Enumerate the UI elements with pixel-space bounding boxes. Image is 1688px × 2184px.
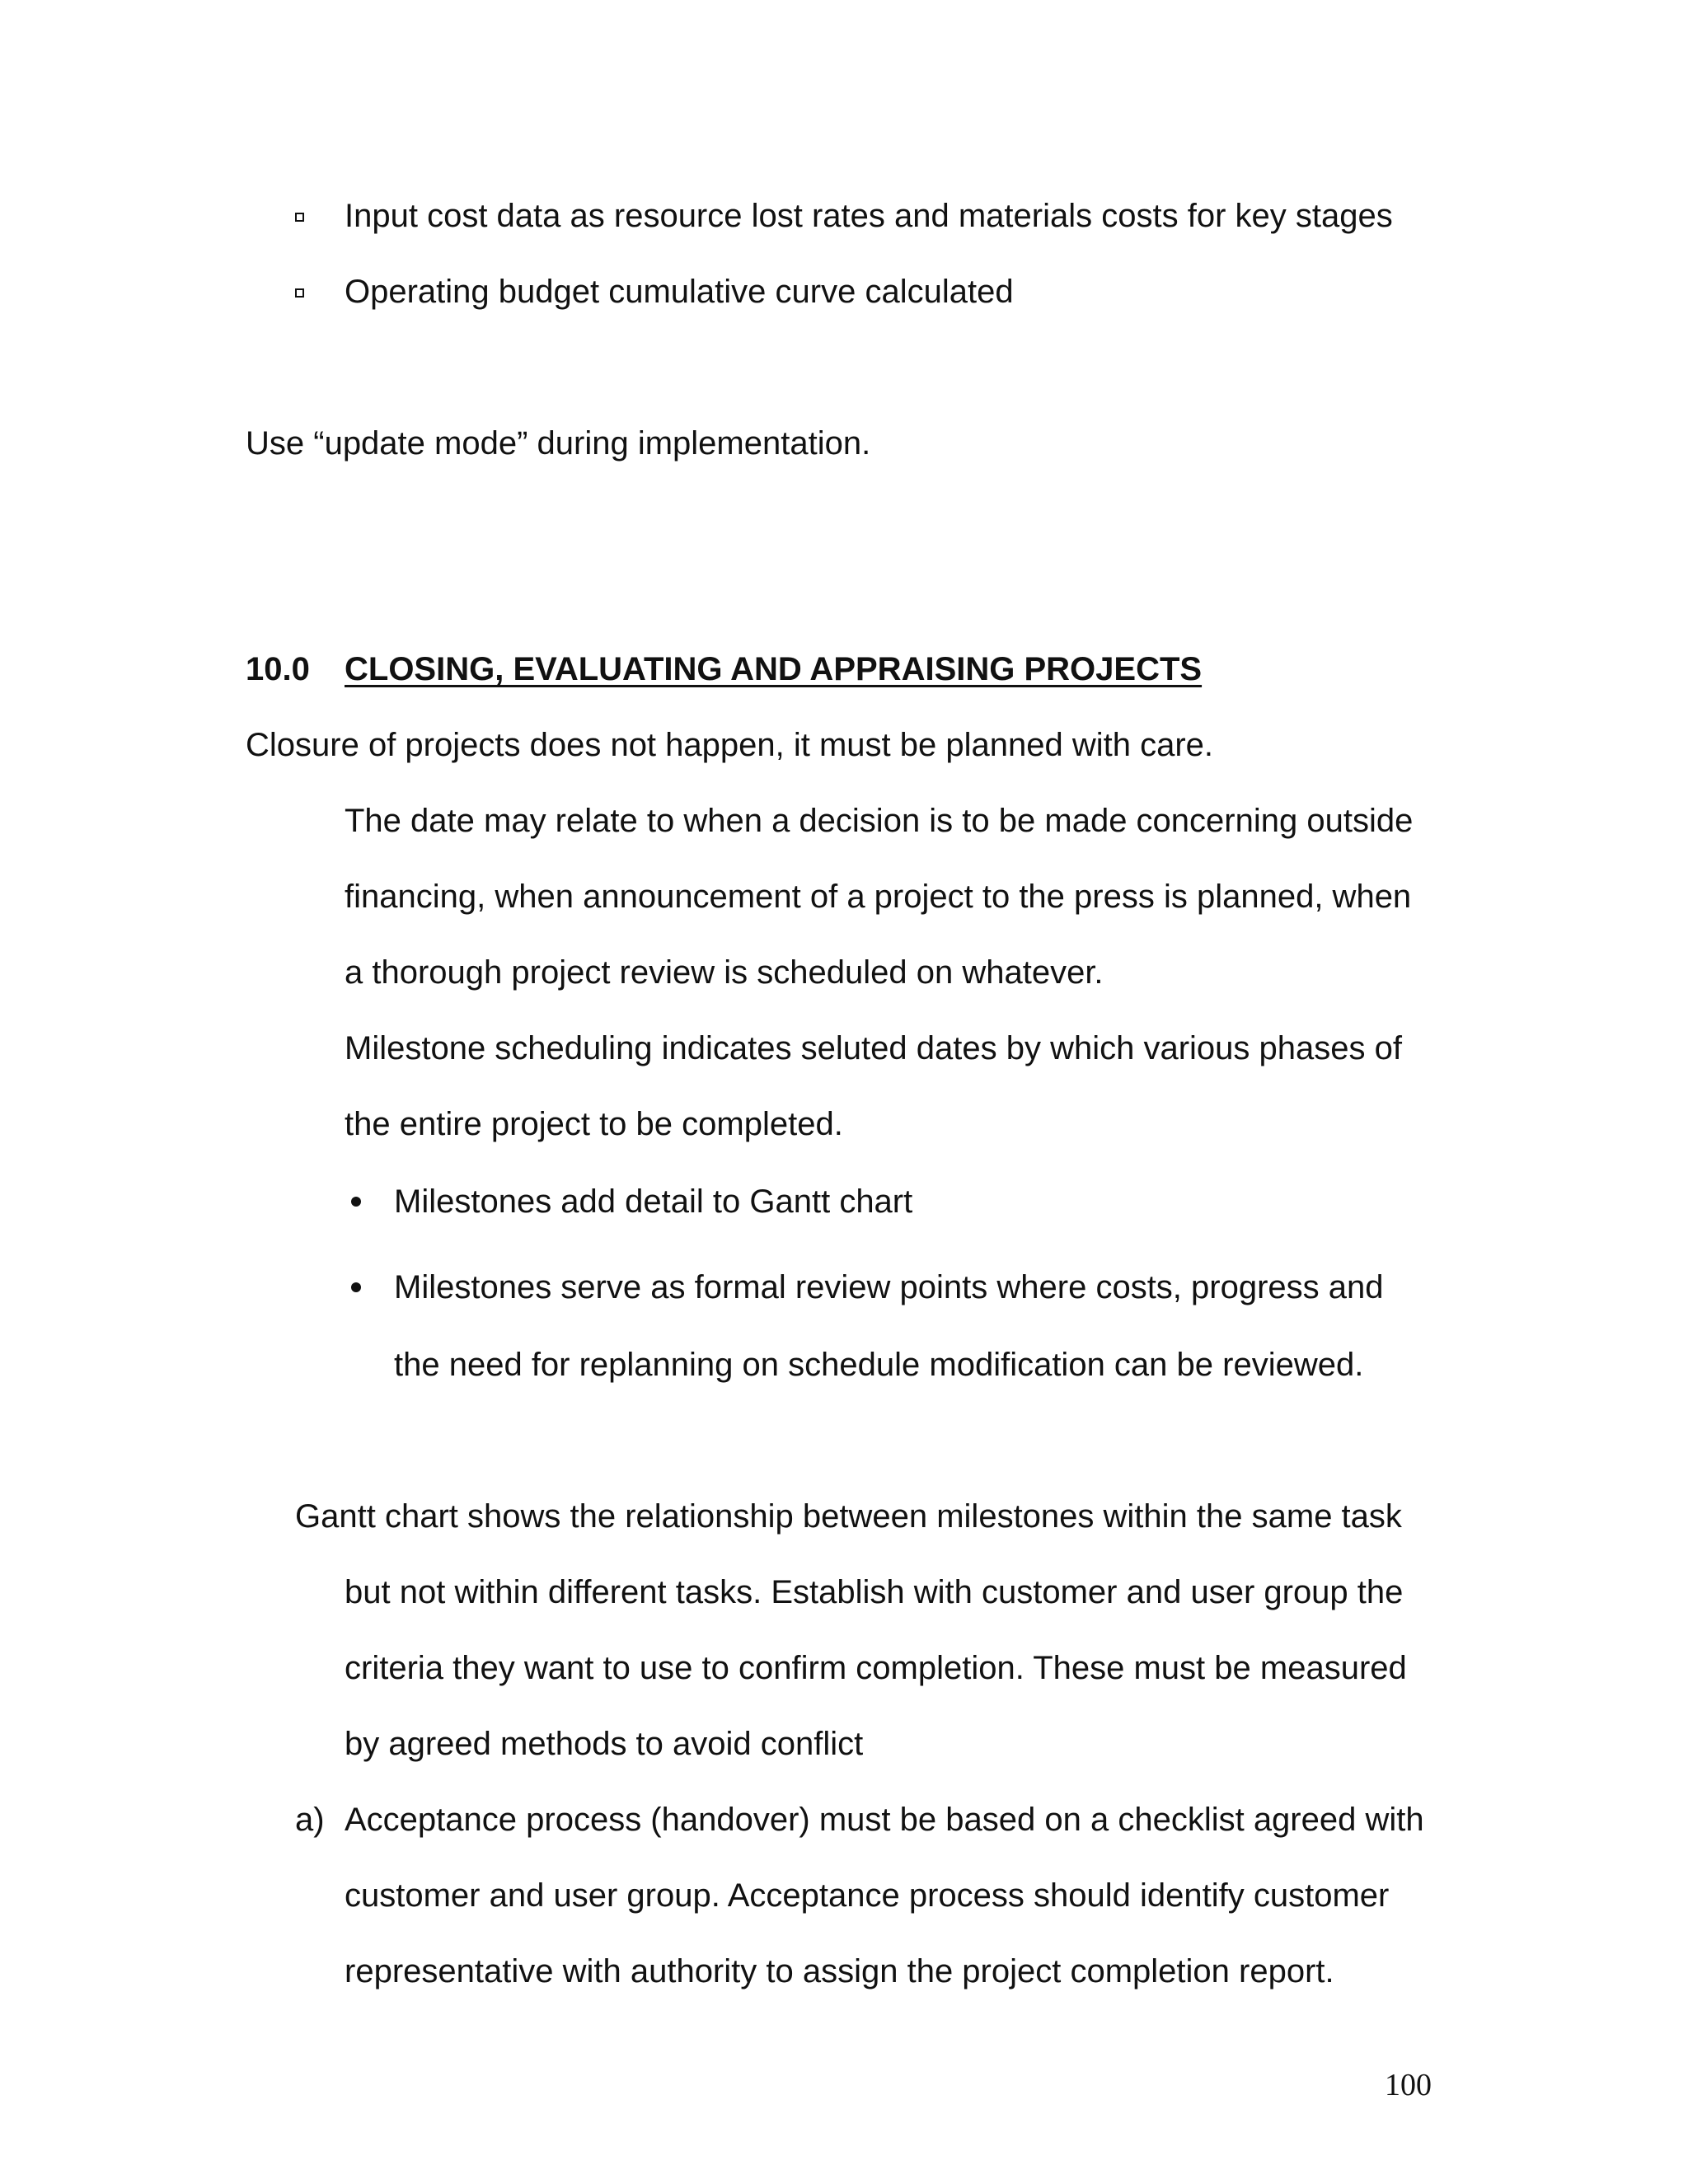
gantt-paragraph-line: by agreed methods to avoid conflict (345, 1726, 864, 1762)
list-item-label: a) (295, 1802, 325, 1838)
section-title: CLOSING, EVALUATING AND APPRAISING PROJECTS (345, 651, 1203, 687)
section-title-line (345, 649, 1202, 689)
item-a-line: representative with authority to assign the project completion report. (345, 1953, 1334, 1990)
round-bullet-icon (351, 1282, 361, 1292)
milestone-bullet-item: Milestones add detail to Gantt chart (394, 1183, 913, 1220)
milestone-paragraph-line: Milestone scheduling indicates seluted dates by which various phases of (345, 1030, 1402, 1066)
item-a-line: Acceptance process (handover) must be based on a checklist agreed with (345, 1802, 1424, 1838)
gantt-paragraph-line: criteria they want to use to confirm completion. These must be measured (345, 1650, 1407, 1686)
section-number: 10.0 (246, 651, 310, 687)
item-a-line: customer and user group. Acceptance process should identify customer (345, 1877, 1390, 1914)
milestone-bullet-item-continuation: the need for replanning on schedule modification can be reviewed. (394, 1347, 1364, 1383)
square-bullet-icon (295, 288, 304, 298)
closure-text: Closure of projects does not happen, it must be planned with care. (246, 727, 1214, 763)
date-paragraph-line: The date may relate to when a decision is to be made concerning outside (345, 803, 1414, 839)
page-number: 100 (1385, 2068, 1432, 2102)
square-bullet-icon (295, 213, 304, 222)
update-mode-text: Use “update mode” during implementation. (246, 425, 871, 462)
bullet-item-operating-budget: Operating budget cumulative curve calculated (345, 274, 1014, 310)
date-paragraph-line: a thorough project review is scheduled on whatever. (345, 954, 1104, 991)
round-bullet-icon (351, 1197, 361, 1207)
bullet-item-input-cost: Input cost data as resource lost rates and materials costs for key stages (345, 198, 1393, 234)
gantt-paragraph-line: but not within different tasks. Establish with customer and user group the (345, 1574, 1404, 1610)
milestone-paragraph-line: the entire project to be completed. (345, 1106, 843, 1142)
milestone-bullet-item: Milestones serve as formal review points where costs, progress and (394, 1269, 1384, 1305)
gantt-paragraph-line: Gantt chart shows the relationship between milestones within the same task (295, 1498, 1402, 1535)
date-paragraph-line: financing, when announcement of a project to the press is planned, when (345, 879, 1412, 915)
section-heading (246, 649, 310, 689)
